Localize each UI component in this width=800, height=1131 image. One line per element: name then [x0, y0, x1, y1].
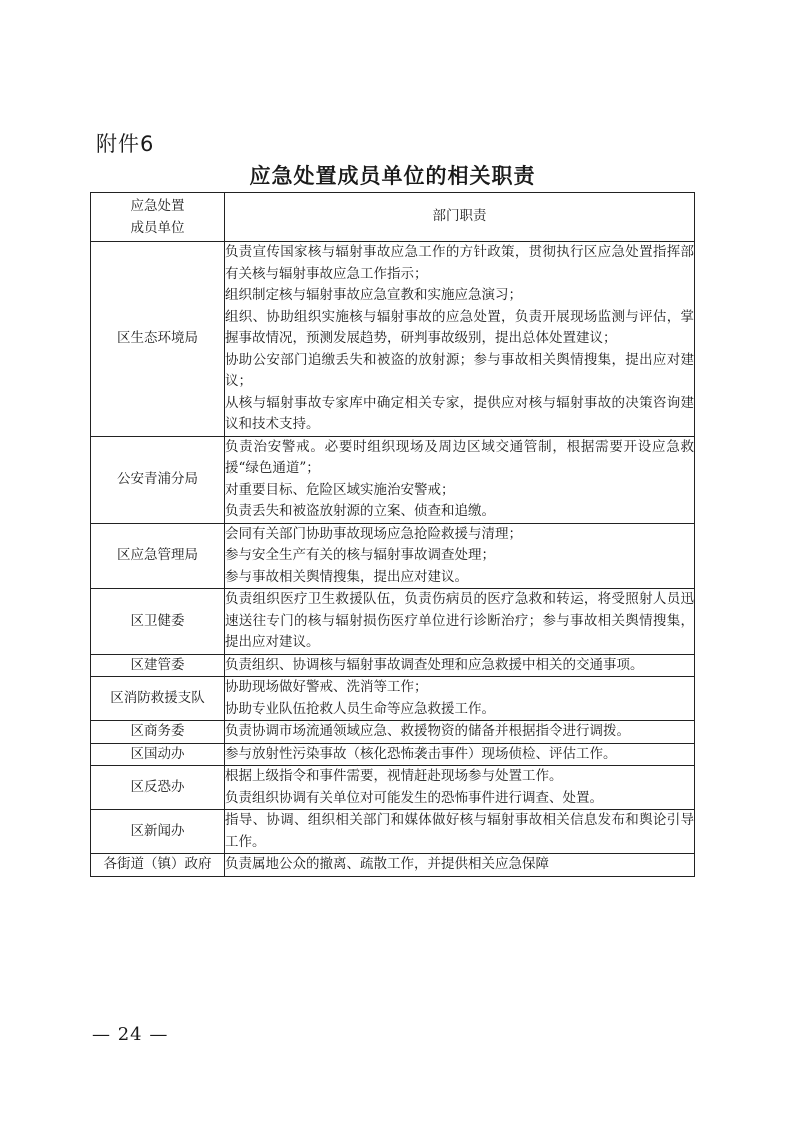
duty-item: 负责组织医疗卫生救援队伍，负责伤病员的医疗急救和转运，将受照射人员迅速送往专门的核与辐射损伤医疗单位进行诊断治疗；参与事故相关舆情搜集，提出应对建议。	[225, 591, 694, 650]
table-row	[91, 677, 695, 721]
duties-table	[90, 192, 695, 877]
unit-name: 区商务委	[91, 721, 225, 744]
duty-cell	[225, 436, 695, 523]
duty-cell	[225, 242, 695, 437]
duty-item: 负责治安警戒。必要时组织现场及周边区域交通管制，根据需要开设应急救援“绿色通道”；	[225, 438, 694, 476]
duty-item: 负责组织协调有关单位对可能发生的恐怖事件进行调查、处置。	[225, 789, 603, 806]
unit-name: 区新闻办	[91, 810, 225, 854]
table-row	[91, 743, 695, 766]
unit-name: 区应急管理局	[91, 523, 225, 589]
duty-cell	[225, 589, 695, 655]
duty-cell	[225, 810, 695, 854]
table-row	[91, 242, 695, 437]
table-body	[91, 242, 695, 877]
duty-item: 负责组织、协调核与辐射事故调查处理和应急救援中相关的交通事项。	[225, 656, 644, 673]
table-row	[91, 436, 695, 523]
page-number: — 24 —	[92, 1024, 169, 1045]
duty-item: 参与事故相关舆情搜集，提出应对建议。	[225, 568, 468, 585]
table-row	[91, 810, 695, 854]
duty-cell	[225, 654, 695, 677]
table-row	[91, 523, 695, 589]
unit-name: 区卫健委	[91, 589, 225, 655]
duty-item: 协助专业队伍抢救人员生命等应急救援工作。	[225, 700, 495, 717]
duty-item: 负责属地公众的撤离、疏散工作，并提供相关应急保障	[225, 856, 549, 872]
duty-cell	[225, 523, 695, 589]
header-unit-line1: 应急处置	[130, 198, 185, 214]
table-row	[91, 654, 695, 677]
duty-item: 协助公安部门追缴丢失和被盗的放射源；参与事故相关舆情搜集，提出应对建议；	[225, 351, 694, 389]
unit-name: 区生态环境局	[91, 242, 225, 437]
unit-name: 区反恐办	[91, 766, 225, 810]
table-row	[91, 854, 695, 877]
duty-cell	[225, 721, 695, 744]
unit-name: 各街道（镇）政府	[91, 854, 225, 877]
table-row	[91, 589, 695, 655]
duty-item: 对重要目标、危险区域实施治安警戒；	[225, 481, 455, 498]
duty-item: 负责协调市场流通领域应急、救援物资的储备并根据指令进行调拨。	[225, 723, 630, 739]
attachment-label: 附件6	[96, 132, 155, 156]
duty-item: 组织制定核与辐射事故应急宣教和实施应急演习；	[225, 287, 522, 303]
unit-name: 公安青浦分局	[91, 436, 225, 523]
duty-item: 组织、协助组织实施核与辐射事故的应急处置，负责开展现场监测与评估，掌握事故情况，预测发展趋势，研判事故级别，提出总体处置建议；	[225, 308, 694, 346]
duty-cell	[225, 766, 695, 810]
duty-item: 协助现场做好警戒、洗消等工作；	[225, 679, 428, 695]
table-row	[91, 766, 695, 810]
header-unit-line2: 成员单位	[130, 220, 185, 236]
table-row	[91, 721, 695, 744]
duty-item: 负责宣传国家核与辐射事故应急工作的方针政策，贯彻执行区应急处置指挥部有关核与辐射事故应急工作指示；	[225, 244, 694, 282]
duty-item: 根据上级指令和事件需要，视情赶赴现场参与处置工作。	[225, 768, 563, 784]
header-duty: 部门职责	[225, 193, 695, 242]
duty-item: 指导、协调、组织相关部门和媒体做好核与辐射事故相关信息发布和舆论引导工作。	[225, 812, 694, 850]
table-header-row	[91, 193, 695, 242]
document-title: 应急处置成员单位的相关职责	[249, 164, 536, 188]
duty-item: 负责丢失和被盗放射源的立案、侦查和追缴。	[225, 503, 495, 519]
duty-item: 会同有关部门协助事故现场应急抢险救援与清理；	[225, 525, 522, 542]
duty-item: 参与放射性污染事故（核化恐怖袭击事件）现场侦检、评估工作。	[225, 745, 617, 762]
header-unit	[91, 193, 225, 242]
duty-cell	[225, 743, 695, 766]
duty-item: 参与安全生产有关的核与辐射事故调查处理；	[225, 547, 495, 563]
duty-cell	[225, 677, 695, 721]
unit-name: 区国动办	[91, 743, 225, 766]
unit-name: 区建管委	[91, 654, 225, 677]
duty-item: 从核与辐射事故专家库中确定相关专家，提供应对核与辐射事故的决策咨询建议和技术支持。	[225, 394, 694, 432]
unit-name: 区消防救援支队	[91, 677, 225, 721]
duty-cell	[225, 854, 695, 877]
